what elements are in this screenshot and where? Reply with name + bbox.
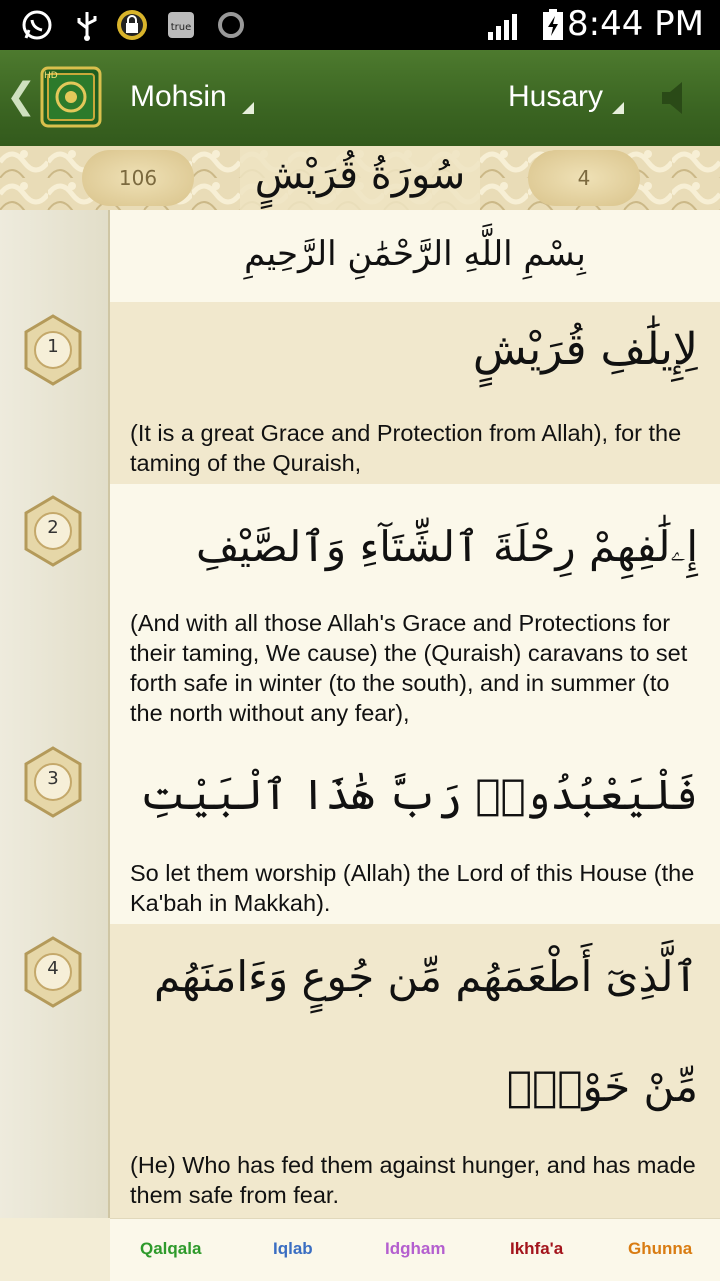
bismillah-banner <box>110 210 720 303</box>
verse-number-medal[interactable] <box>22 314 84 386</box>
status-bar <box>0 0 720 50</box>
translator-selector[interactable]: Mohsin <box>130 80 227 113</box>
verse-translation: So let them worship (Allah) the Lord of this House (the Ka'bah in Makkah). <box>130 860 695 916</box>
speaker-icon[interactable] <box>656 78 696 118</box>
svg-text:HD: HD <box>44 71 58 81</box>
clock: 8:44 PM <box>567 4 704 44</box>
legend-ghunna[interactable]: Ghunna <box>628 1239 693 1258</box>
verse-item[interactable] <box>110 484 720 735</box>
legend-qalqala[interactable]: Qalqala <box>140 1239 202 1258</box>
verse-item[interactable] <box>110 924 720 1219</box>
legend-ikhfaa[interactable]: Ikhfa'a <box>510 1239 564 1258</box>
verse-number: 3 <box>47 768 59 789</box>
verse-item[interactable] <box>110 302 720 485</box>
verse-number-gutter <box>0 210 110 1218</box>
reciter-dropdown-icon[interactable] <box>612 102 624 114</box>
verse-number: 4 <box>47 958 59 979</box>
verse-number-medal[interactable] <box>22 936 84 1008</box>
surah-name: سُورَةُ قُرَيْشٍ <box>254 152 466 198</box>
app-bar <box>0 50 720 148</box>
usb-icon <box>70 8 104 42</box>
verse-number: 2 <box>47 517 59 538</box>
surah-number-badge: 106 <box>82 150 194 206</box>
signal-icon <box>486 8 524 42</box>
svg-text:true: true <box>170 22 192 33</box>
verse-arabic: إِۦلَٰفِهِمْ رِحْلَةَ ٱلشِّتَآءِ وَٱلصَّيْفِ <box>195 522 698 571</box>
circle-icon <box>214 8 248 42</box>
legend-idgham[interactable]: Idgham <box>385 1239 446 1258</box>
verse-number-medal[interactable] <box>22 495 84 567</box>
verse-arabic-line-1: ٱلَّذِىٓ أَطْعَمَهُم مِّن جُوعٍ وَءَامَنَهُم <box>153 952 698 1001</box>
verse-count-badge: 4 <box>528 150 640 206</box>
surah-header <box>0 146 720 210</box>
verse-item[interactable] <box>110 734 720 925</box>
verse-translation: (He) Who has fed them against hunger, and has made them safe from fear. <box>130 1152 696 1208</box>
translator-dropdown-icon[interactable] <box>242 102 254 114</box>
tajweed-legend <box>110 1218 720 1281</box>
verse-arabic: فَلْيَعْبُدُوا۟ رَبَّ هَٰذَا ٱلْبَيْتِ <box>139 770 698 819</box>
back-chevron-icon[interactable]: ❮ <box>6 76 37 117</box>
verse-number: 1 <box>47 336 59 357</box>
reciter-selector[interactable]: Husary <box>508 80 604 113</box>
verse-arabic: لِإِيلَٰفِ قُرَيْشٍ <box>472 324 698 375</box>
bismillah: بِسْمِ اللَّهِ الرَّحْمَٰنِ الرَّحِيمِ <box>244 234 586 274</box>
verse-list[interactable] <box>110 210 720 1218</box>
true-app-icon <box>164 8 198 42</box>
verse-translation: (And with all those Allah's Grace and Protections for their taming, We cause) the (Quraish) caravans to set forth safe in winter (to the south), and in summer (to the north without any fear), <box>130 610 688 726</box>
verse-translation: (It is a great Grace and Protection from Allah), for the taming of the Quraish, <box>130 420 682 476</box>
verse-number-medal[interactable] <box>22 746 84 818</box>
quran-logo-icon[interactable] <box>38 64 104 130</box>
legend-iqlab[interactable]: Iqlab <box>273 1239 313 1258</box>
whatsapp-icon <box>20 8 54 42</box>
verse-arabic-line-2: مِّنْ خَوْفٍۭ <box>506 1062 698 1111</box>
lock-icon <box>115 8 149 42</box>
battery-charging-icon <box>536 8 570 42</box>
